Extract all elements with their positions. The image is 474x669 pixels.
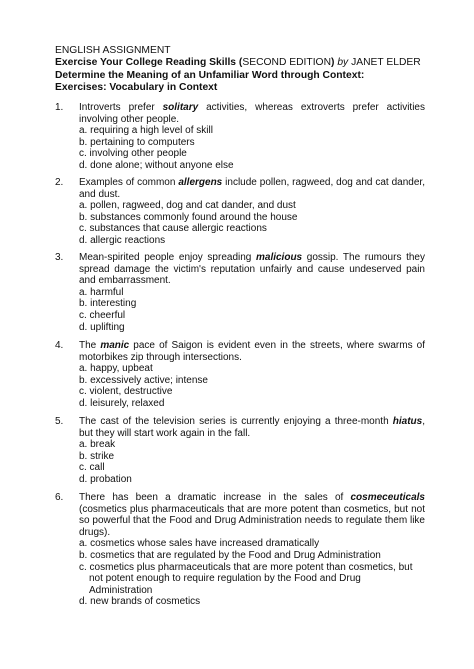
question-number: 2. bbox=[55, 177, 64, 188]
stem-text: The cast of the television series is currently enjoying a three-month bbox=[79, 416, 393, 427]
question-number: 3. bbox=[55, 252, 64, 263]
question-stem bbox=[79, 252, 425, 287]
stem-text: Examples of common bbox=[79, 177, 179, 188]
option-b: b. cosmetics that are regulated by the Food and Drug Administration bbox=[79, 549, 381, 561]
question-number: 5. bbox=[55, 416, 64, 427]
option-d: d. leisurely, relaxed bbox=[79, 397, 165, 409]
edition: SECOND EDITION bbox=[242, 57, 332, 69]
question-stem bbox=[79, 340, 425, 363]
option-d: d. done alone; without anyone else bbox=[79, 159, 234, 171]
option-a: a. happy, upbeat bbox=[79, 363, 153, 375]
option-a: a. requiring a high level of skill bbox=[79, 125, 213, 137]
question-number: 6. bbox=[55, 492, 64, 503]
vocab-word: solitary bbox=[162, 102, 199, 113]
stem-text: Mean-spirited people enjoy spreading bbox=[79, 252, 256, 263]
question-6 bbox=[55, 492, 425, 608]
option-b: b. substances commonly found around the house bbox=[79, 211, 298, 223]
option-c: c. violent, destructive bbox=[79, 386, 173, 398]
stem-text: Introverts prefer bbox=[79, 102, 163, 113]
question-5 bbox=[55, 416, 425, 486]
exercise-heading: Exercises: Vocabulary in Context bbox=[55, 81, 218, 93]
book-title-line bbox=[55, 57, 445, 69]
vocab-word: malicious bbox=[255, 252, 303, 263]
stem-text: include pollen, ragweed, dog and cat dander, and dust. bbox=[79, 177, 425, 200]
section-heading: Determine the Meaning of an Unfamiliar Word through Context: bbox=[55, 69, 365, 81]
stem-text: The bbox=[79, 340, 101, 351]
question-2 bbox=[55, 177, 425, 247]
question-1 bbox=[55, 102, 425, 172]
author: JANET ELDER bbox=[351, 57, 421, 69]
option-b: b. excessively active; intense bbox=[79, 374, 208, 386]
option-d: d. new brands of cosmetics bbox=[79, 596, 201, 608]
book-title-close: ) bbox=[331, 57, 335, 69]
question-4 bbox=[55, 340, 425, 410]
option-c: c. call bbox=[79, 462, 105, 474]
assignment-header bbox=[55, 45, 445, 94]
option-c: c. involving other people bbox=[79, 148, 187, 160]
option-a: a. pollen, ragweed, dog and cat dander, and dust bbox=[79, 200, 296, 212]
option-a: a. cosmetics whose sales have increased dramatically bbox=[79, 538, 320, 550]
vocab-word: cosmeceuticals bbox=[350, 492, 425, 503]
assignment-title: ENGLISH ASSIGNMENT bbox=[55, 45, 171, 56]
stem-text: pace of Saigon is evident even in the streets, where swarms of motorbikes zip through intersections. bbox=[79, 340, 425, 363]
option-a: a. harmful bbox=[79, 286, 124, 298]
option-c: c. substances that cause allergic reactions bbox=[79, 223, 267, 235]
by-word: by bbox=[334, 57, 352, 69]
stem-text: (cosmetics plus pharmaceuticals that are more potent than cosmetics, but not so powerful that the Food and Drug Administration needs to regulate them like drugs). bbox=[79, 503, 425, 538]
question-3 bbox=[55, 252, 425, 333]
option-d: d. uplifting bbox=[79, 321, 125, 333]
question-stem bbox=[79, 177, 425, 200]
vocab-word: manic bbox=[100, 340, 130, 351]
book-title: Exercise Your College Reading Skills ( bbox=[55, 57, 243, 69]
option-d: d. allergic reactions bbox=[79, 234, 166, 246]
question-stem bbox=[79, 492, 425, 538]
stem-text: There has been a dramatic increase in the sales of bbox=[79, 492, 351, 503]
option-b: b. strike bbox=[79, 450, 115, 462]
vocab-word: allergens bbox=[178, 177, 223, 188]
option-b: b. interesting bbox=[79, 298, 137, 310]
option-a: a. break bbox=[79, 439, 116, 451]
vocab-word: hiatus bbox=[392, 416, 423, 427]
option-b: b. pertaining to computers bbox=[79, 136, 195, 148]
stem-text: activities, whereas extroverts prefer activities involving other people. bbox=[79, 102, 425, 125]
question-number: 1. bbox=[55, 102, 64, 113]
question-stem bbox=[79, 416, 425, 439]
stem-text: gossip. The rumours they spread damage the victim's reputation unfairly and cause undeserved pain and embarrassment. bbox=[79, 252, 425, 287]
question-stem bbox=[79, 102, 425, 125]
option-c: c. cheerful bbox=[79, 309, 126, 321]
question-number: 4. bbox=[55, 340, 64, 351]
stem-text: , but they will start work again in the fall. bbox=[79, 416, 425, 439]
option-d: d. probation bbox=[79, 473, 132, 485]
option-c: c. cosmetics plus pharmaceuticals that are more potent than cosmetics, but not potent enough to require regulation by the Food and Drug Administration bbox=[79, 561, 413, 596]
